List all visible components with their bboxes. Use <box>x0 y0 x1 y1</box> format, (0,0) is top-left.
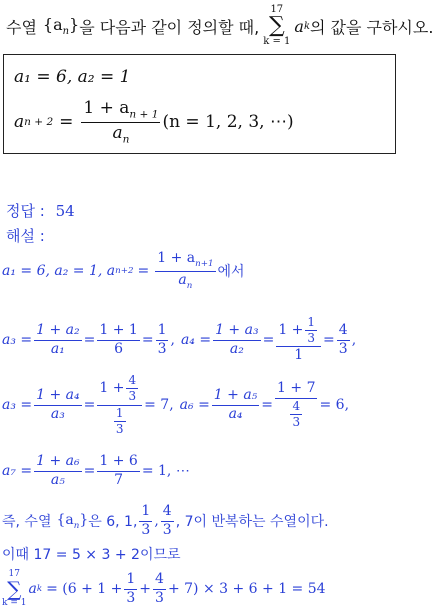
solution-step-7: 17 ∑ k = 1 a k = (6 + 1 + $\frac{1}{3}$ + $\frac{4}{3}$ + 7) × 3 + 6 + 1 = 54 <box>2 569 326 608</box>
answer-line <box>6 200 75 221</box>
solution-step-2: a₃ = $\frac{\text{1 + a₂}}{\text{a₁}}$ = $\frac{1 + 1}{6}$ = $\frac{1}{3}$ , a₄ = $\frac{\text{1 + a₃}}{\text{a₂}}$ = 1 + $\frac{1}{3}$ 1 = $\frac{4}{3}$ , <box>2 315 357 364</box>
definition-initial: a₁ = 6, a₂ = 1 <box>14 67 131 87</box>
answer-value: 54 <box>55 202 75 220</box>
problem-mid: 을 다음과 같이 정의할 때, <box>79 17 260 37</box>
solution-step-5: 즉, 수열 $\{a_n\}$ 은 6, 1, $\frac{1}{3}$ , $\frac{4}{3}$ , 7이 반복하는 수열이다. <box>2 503 329 538</box>
sequence-notation: $\{a_n\}$ <box>42 14 80 38</box>
problem-suffix: 의 값을 구하시오. <box>309 17 433 37</box>
solution-step-1: a₁ = 6, a₂ = 1, a n+2 = $\frac{1 + a_{n+1}}{a_n}$ 에서 <box>2 250 245 291</box>
answer-label: 정답 : <box>6 202 45 220</box>
sum-symbol: 17 ∑ k = 1 <box>263 4 291 47</box>
solution-step-4: a₇ = $\frac{\text{1 + a₆}}{\text{a₅}}$ = $\frac{1 + 6}{7}$ = 1, ⋯ <box>2 453 190 488</box>
solution-step-6: 이때 17 = 5 × 3 + 2이므로 <box>2 547 181 563</box>
sum-symbol: 17 ∑ k = 1 <box>2 569 27 608</box>
definition-box <box>3 54 396 154</box>
recurrence-fraction: $\frac{1 + a_{n + 1}}{a_n}$ <box>83 98 159 146</box>
solution-step-3: a₃ = $\frac{\text{1 + a₄}}{\text{a₃}}$ = 1 + $\frac{4}{3}$ $\frac{1}{3}$ = 7, a₆ = $\frac{\text{1 + a₅}}{\text{a₄}}$ = $\frac{1 + 7}{\frac{4}{3}}$ = 6, <box>2 373 350 436</box>
problem-statement: 수열 $\{a_n\}$ 을 다음과 같이 정의할 때, 17 ∑ k = 1 a k 의 값을 구하시오. <box>6 4 433 47</box>
problem-prefix: 수열 <box>6 17 37 37</box>
definition-recurrence: a n + 2 = $\frac{1 + a_{n + 1}}{a_n}$ (n = 1, 2, 3, ⋯) <box>14 98 294 146</box>
solution-label: 해설 : <box>6 227 45 245</box>
